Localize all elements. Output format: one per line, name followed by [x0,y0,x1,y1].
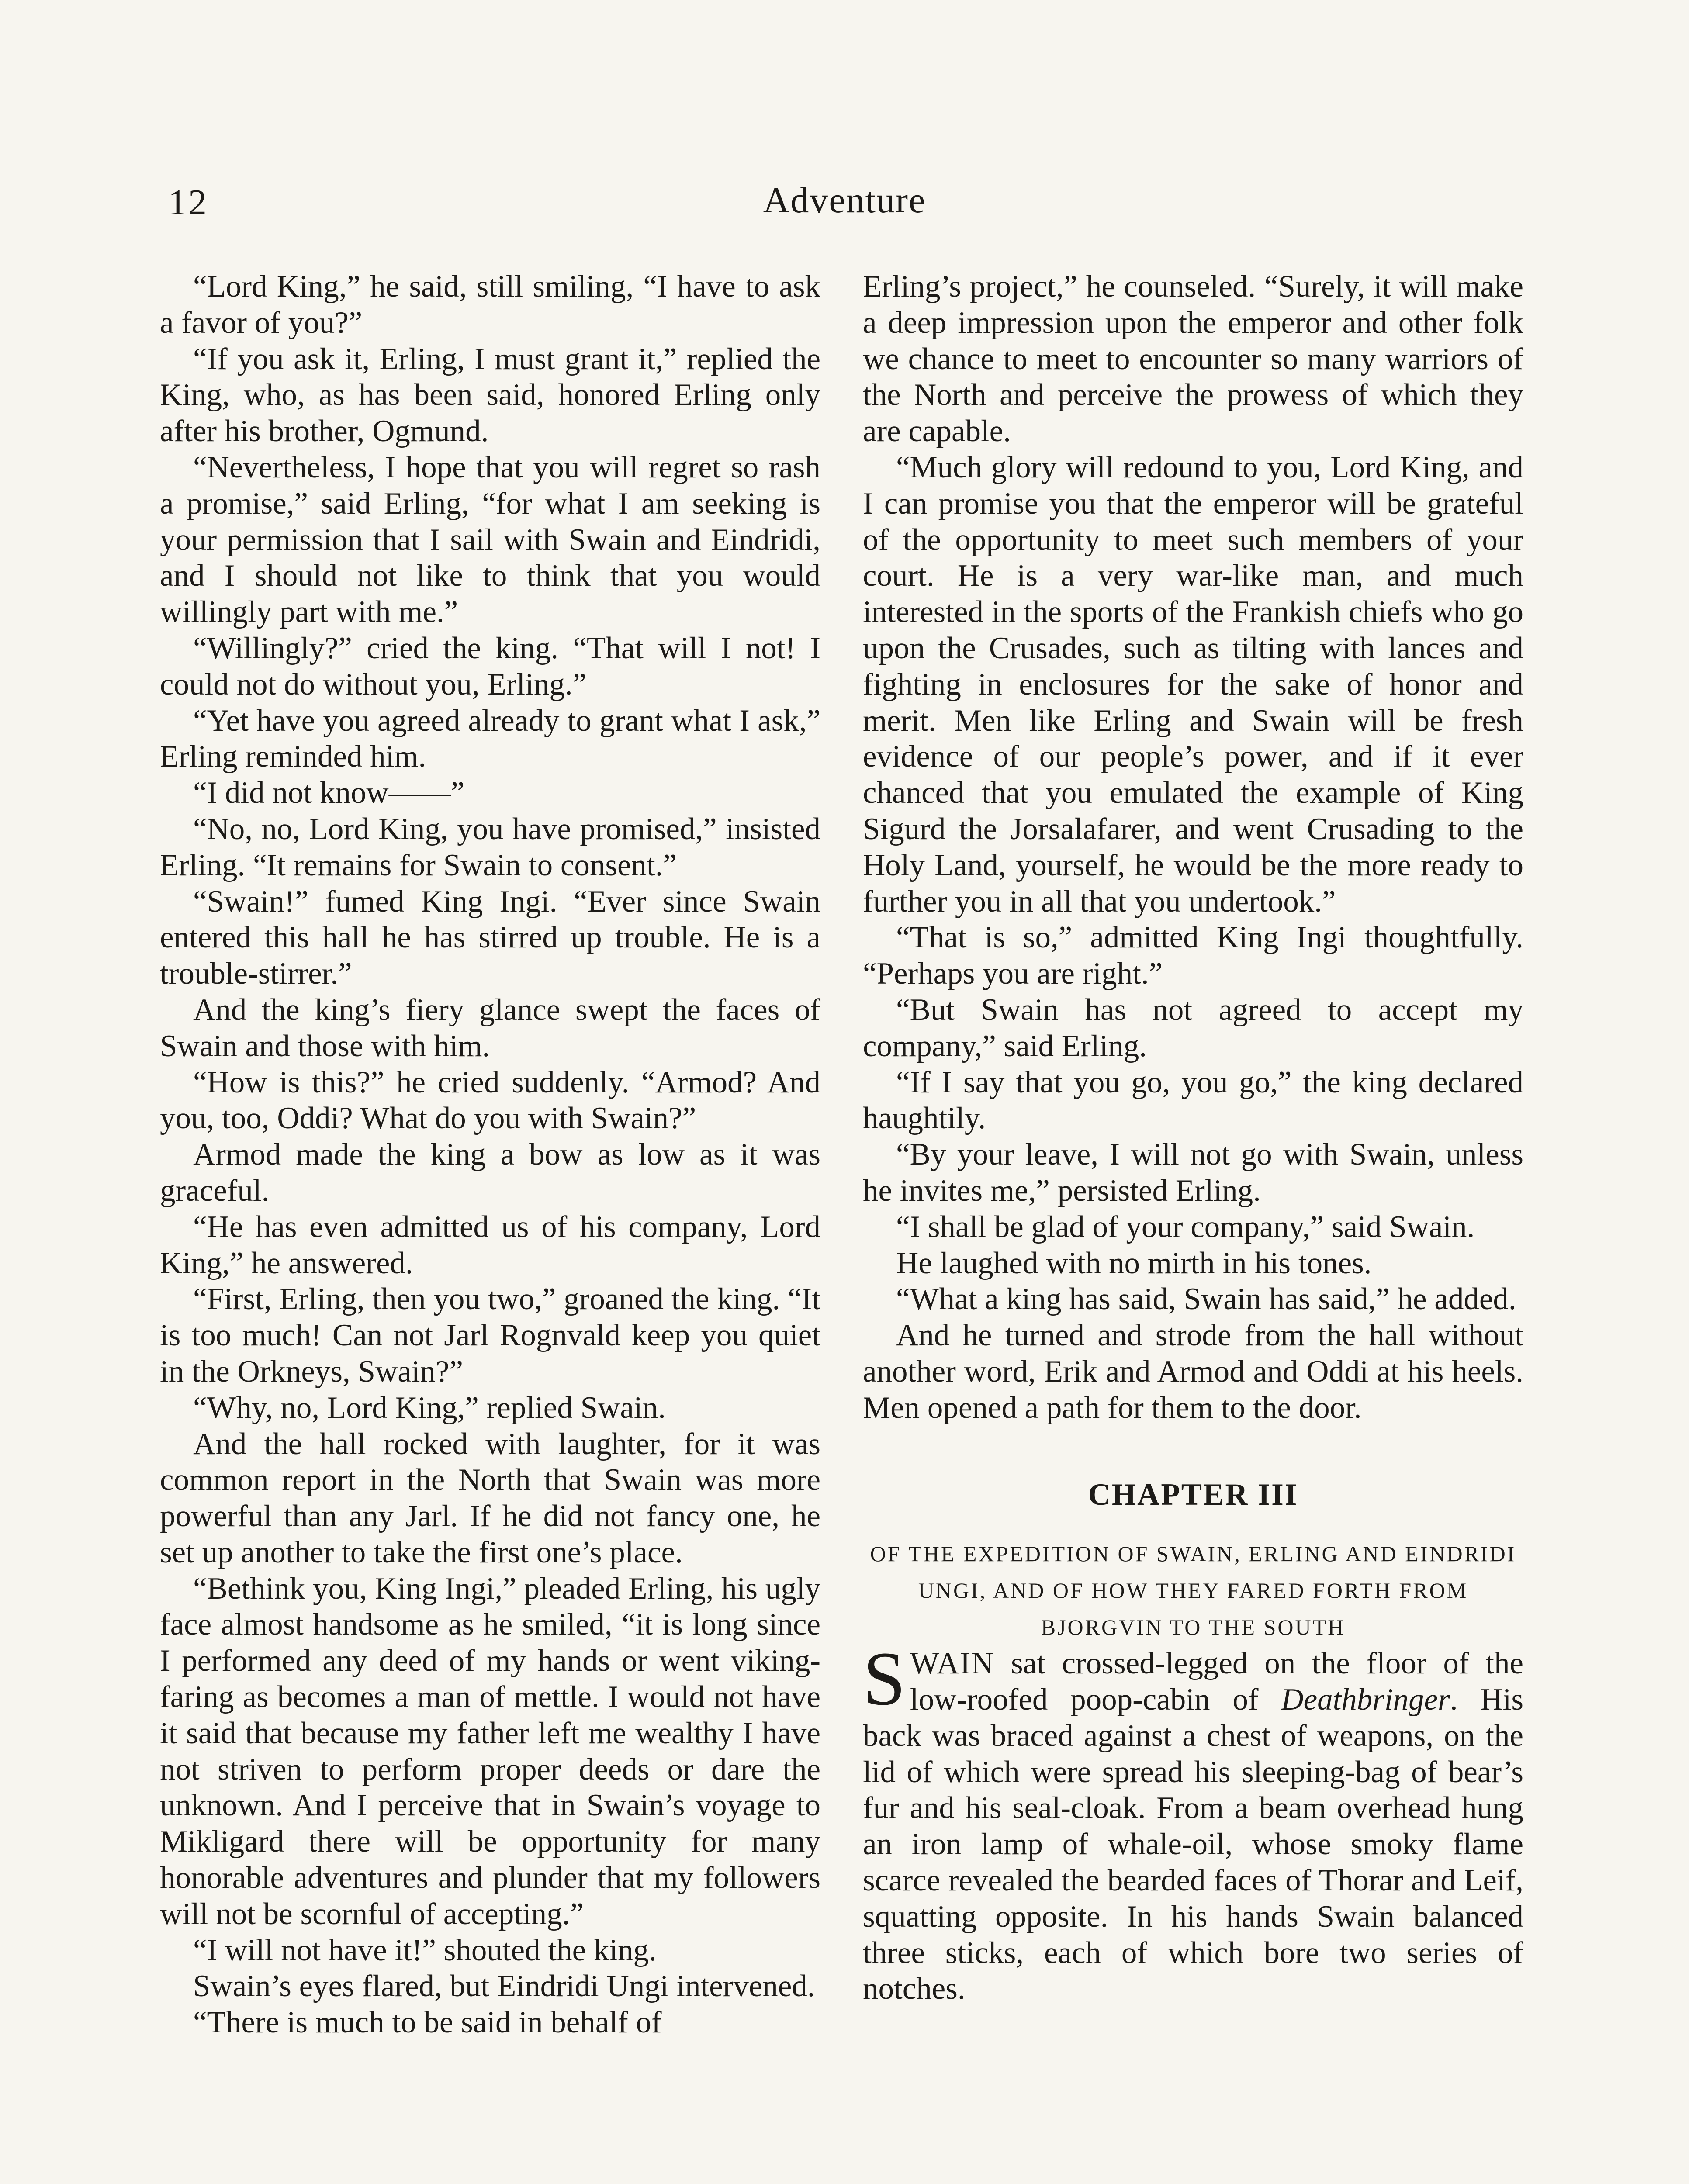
paragraph: And he turned and strode from the hall without another word, Erik and Armod and Oddi at his heels. Men opened a path for them to the door. [863,1318,1523,1425]
right-column [863,269,1523,2007]
paragraph: “But Swain has not agreed to accept my company,” said Erling. [863,992,1523,1063]
paragraph: “Bethink you, King Ingi,” pleaded Erling, his ugly face almost handsome as he smiled, “it is long since I performed any deed of my hands or went viking-faring as becomes a man of mettle. I would not have it said that because my father left me wealthy I have not striven to perform proper deeds or dare the unknown. And I perceive that in Swain’s voyage to Mikligard there will be opportunity for many honorable adventures and plunder that my followers will not be scornful of accepting.” [160,1571,820,1931]
chapter-text: sat crossed-legged on the floor of the low-roofed poop-cabin of [910,1646,1523,1717]
paragraph: “Nevertheless, I hope that you will regret so rash a promise,” said Erling, “for what I am seeking is your permission that I sail with Swain and Eindridi, and I should not like to think that you would willingly part with me.” [160,450,820,629]
paragraph: “What a king has said, Swain has said,” he added. [896,1282,1516,1317]
paragraph: Swain’s eyes flared, but Eindridi Ungi intervened. [193,1969,815,2004]
chapter-text: . His back was braced against a chest of weapons, on the lid of which were spread his sleeping-bag of bear’s fur and his seal-cloak. From a beam overhead hung an iron lamp of whale-oil, whose smoky flame scarce revealed the bearded faces of Thorar and Leif, squatting opposite. In his hands Swain balanced three sticks, each of which bore two series of notches. [863,1683,1523,2006]
paragraph: “There is much to be said in behalf of [193,2005,662,2040]
paragraph: “I will not have it!” shouted the king. [193,1933,657,1967]
chapter-title: CHAPTER III [1088,1477,1298,1512]
drop-cap: S [863,1636,906,1722]
paragraph: “Yet have you agreed already to grant what I ask,” Erling reminded him. [160,703,820,774]
chapter-lead-word: WAIN [910,1646,995,1681]
paragraph: “Willingly?” cried the king. “That will I not! I could not do without you, Erling.” [160,631,820,702]
paragraph: “I shall be glad of your company,” said Swain. [896,1209,1475,1244]
paragraph: “First, Erling, then you two,” groaned the king. “It is too much! Can not Jarl Rognvald keep you quiet in the Orkneys, Swain?” [160,1282,820,1389]
chapter-opening-paragraph [863,1636,1523,2007]
chapter-subtitle: OF THE EXPEDITION OF SWAIN, ERLING AND EINDRIDI UNGI, AND OF HOW THEY FARED FORTH FROM BJORGVIN TO THE SOUTH [870,1541,1516,1640]
paragraph: And the hall rocked with laughter, for it was common report in the North that Swain was more powerful than any Jarl. If he did not fancy one, he set up another to take the first one’s place. [160,1427,820,1569]
paragraph: “Why, no, Lord King,” replied Swain. [193,1390,666,1425]
paragraph: “No, no, Lord King, you have promised,” insisted Erling. “It remains for Swain to consent.” [160,812,820,882]
paragraph: “Swain!” fumed King Ingi. “Ever since Swain entered this hall he has stirred up trouble. He is a trouble-stirrer.” [160,884,820,991]
paragraph: “If you ask it, Erling, I must grant it,” replied the King, who, as has been said, honored Erling only after his brother, Ogmund. [160,342,820,449]
paragraph: He laughed with no mirth in his tones. [896,1246,1372,1280]
ship-name: Deathbringer [1281,1683,1450,1717]
continued-paragraph: Erling’s project,” he counseled. “Surely, it will make a deep impression upon the emperor and other folk we chance to meet to encounter so many warriors of the North and perceive the prowess of which they are capable. [863,270,1523,449]
paragraph: “By your leave, I will not go with Swain, unless he invites me,” persisted Erling. [863,1137,1523,1208]
left-column [160,269,820,2041]
paragraph: Armod made the king a bow as low as it was graceful. [160,1137,820,1208]
paragraph: “I did not know——” [193,776,465,810]
paragraph: “If I say that you go, you go,” the king declared haughtily. [863,1065,1523,1136]
paragraph: “That is so,” admitted King Ingi thoughtfully. “Perhaps you are right.” [863,920,1523,991]
paragraph: “How is this?” he cried suddenly. “Armod? And you, too, Oddi? What do you with Swain?” [160,1065,820,1136]
paragraph: “Lord King,” he said, still smiling, “I have to ask a favor of you?” [160,270,820,340]
paragraph: “He has even admitted us of his company, Lord King,” he answered. [160,1209,820,1280]
paragraph: “Much glory will redound to you, Lord King, and I can promise you that the emperor will be grateful of the opportunity to meet such members of your court. He is a very war-like man, and much interested in the sports of the Frankish chiefs who go upon the Crusades, such as tilting with lances and fighting in enclosures for the sake of honor and merit. Men like Erling and Swain will be fresh evidence of our people’s power, and if it ever chanced that you emulated the example of King Sigurd the Jorsalafarer, and went Crusading to the Holy Land, yourself, he would be the more ready to further you in all that you undertook.” [863,450,1523,919]
running-title: Adventure [763,180,926,221]
paragraph: And the king’s fiery glance swept the faces of Swain and those with him. [160,992,820,1063]
page-number: 12 [168,182,208,223]
